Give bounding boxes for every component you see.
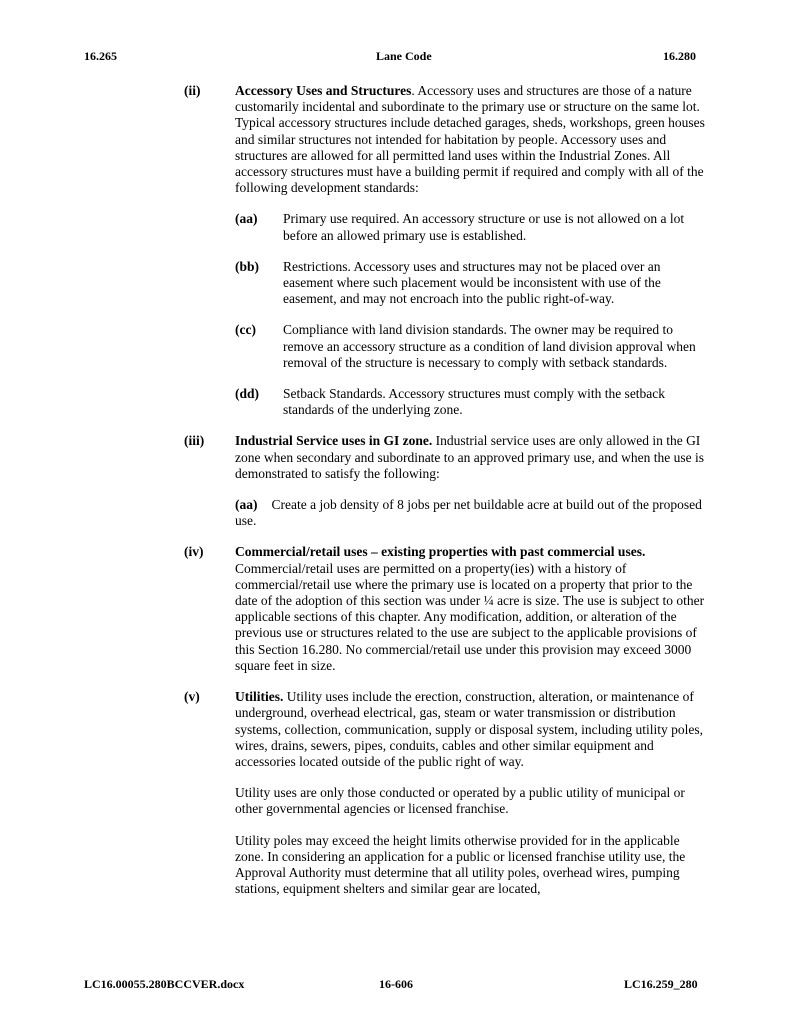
subitem-text: Compliance with land division standards. The owner may be required to remove an accessory structure as a condition of land division approval when removal of the structure is necessary to comply with setback standards. — [283, 322, 696, 370]
section-iii — [0, 433, 800, 482]
footer-reference: LC16.259_280 — [624, 977, 698, 991]
subitem-aa — [235, 497, 710, 529]
section-label: (v) — [184, 689, 200, 705]
subitem-text: Create a job density of 8 jobs per net buildable acre at build out of the proposed use. — [235, 497, 702, 529]
section-paragraph — [235, 544, 710, 674]
document-body — [0, 83, 800, 912]
section-paragraph — [235, 689, 710, 770]
section-paragraph: Utility poles may exceed the height limits otherwise provided for in the applicable zone. In considering an application for a public or licensed franchise utility use, the Approval Authority must determine that all utility poles, overhead wires, pumping stations, equipment shelters and similar gear are located, — [235, 832, 686, 897]
footer-filename: LC16.00055.280BCCVER.docx — [84, 977, 245, 991]
subitem-label: (aa) — [235, 497, 258, 513]
section-text: Commercial/retail uses are permitted on a property(ies) with a history of commercial/retail use where the primary use is located on a property that prior to the date of the adoption of this section was under ¼ acre is size. The use is subject to other applicable sections of this chapter. Any modification, addition, or alteration of the previous use or structures related to the use are subject to the applicable provisions of this Section 16.280. No commercial/retail use under this provision may exceed 3000 square feet in size. — [235, 560, 705, 673]
subitem-text: Setback Standards. Accessory structures must comply with the setback standards of the underlying zone. — [283, 386, 666, 418]
section-paragraph: Utility uses are only those conducted or operated by a public utility of municipal or other governmental agencies or licensed franchise. — [235, 785, 685, 817]
section-ii — [0, 83, 800, 196]
subitem-label: (aa) — [235, 211, 258, 227]
footer-page-number: 16-606 — [379, 977, 413, 991]
section-label: (iii) — [184, 433, 205, 449]
section-paragraph — [235, 83, 710, 196]
header-title: Lane Code — [376, 49, 432, 63]
header-section-start: 16.265 — [84, 49, 117, 63]
subitem-cc — [0, 322, 800, 371]
section-label: (ii) — [184, 83, 201, 98]
section-title: Industrial Service uses in GI zone. — [235, 433, 433, 449]
subitem-dd — [0, 386, 800, 418]
section-text: Industrial service uses are only allowed in the GI zone when secondary and subordinate to an approved primary use, and when the use is demonstrated to satisfy the following: — [235, 433, 704, 481]
subitem-label: (bb) — [235, 258, 260, 274]
section-title: Utilities. — [235, 689, 284, 705]
section-title: Commercial/retail uses – existing properties with past commercial uses. — [235, 544, 646, 560]
subitem-aa — [0, 211, 800, 243]
section-v — [0, 689, 800, 897]
header-section-end: 16.280 — [663, 49, 696, 63]
subitem-text: Primary use required. An accessory structure or use is not allowed on a lot before an allowed primary use is established. — [283, 211, 685, 243]
subitem-bb — [0, 259, 800, 308]
section-text: . Accessory uses and structures are those of a nature customarily incidental and subordinate to the primary use or structure on the same lot. Typical accessory structures include detached garages, sheds, workshops, green houses and similar structures not intended for habitation by people. Accessory uses and structures are allowed for all permitted land uses within the Industrial Zones. All accessory structures must have a building permit if required and comply with all of the following development standards: — [235, 83, 705, 196]
section-text: Utility uses include the erection, construction, alteration, or maintenance of underground, overhead electrical, gas, steam or water transmission or distribution systems, collection, communication, supply or disposal system, including utility poles, wires, drains, sewers, pipes, conduits, cables and other similar equipment and accessories located outside of the public right of way. — [235, 689, 703, 769]
section-paragraph — [235, 433, 710, 482]
subitem-label: (cc) — [235, 322, 256, 338]
subitem-text: Restrictions. Accessory uses and structures may not be placed over an easement where such placement would be inconsistent with use of the easement, and may not encroach into the public right-of-way. — [283, 258, 661, 307]
section-title: Accessory Uses and Structures — [235, 83, 412, 98]
subitem-label: (dd) — [235, 386, 260, 402]
section-iv — [0, 544, 800, 674]
section-label: (iv) — [184, 544, 204, 560]
